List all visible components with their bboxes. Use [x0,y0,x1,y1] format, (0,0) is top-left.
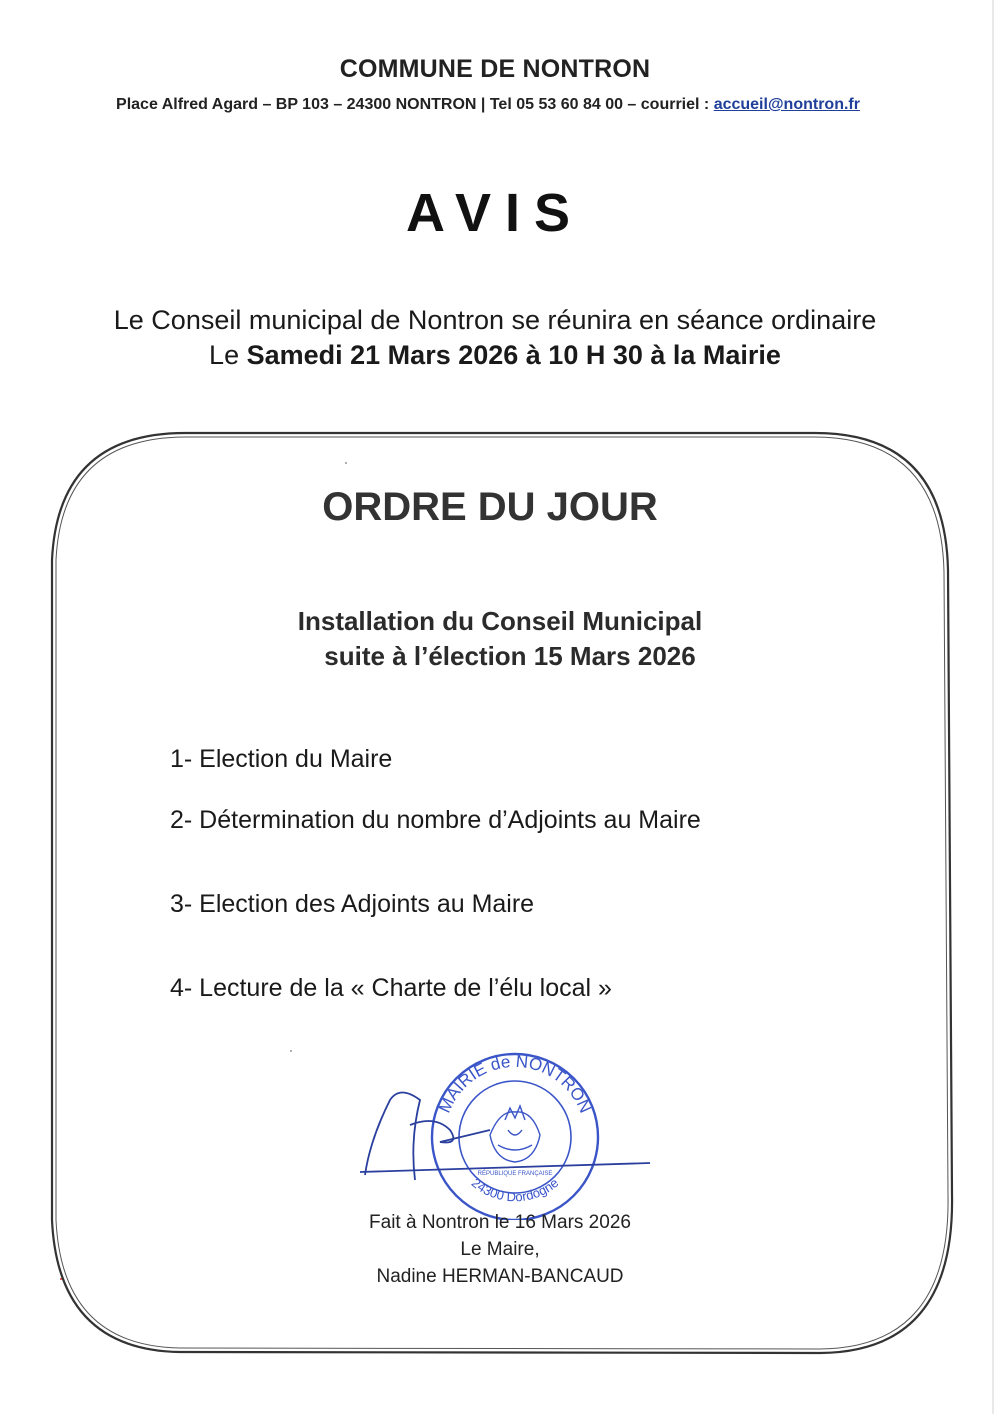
agenda-subtitle-line-1: Installation du Conseil Municipal [297,606,703,636]
marianne-figure-icon [490,1106,540,1162]
stamp-top-text-path: MAIRIE de NONTRON [434,1051,596,1116]
agenda-subtitle-line-2: suite à l’élection 15 Mars 2026 [324,641,696,671]
agenda-item: 1- Election du Maire [170,745,393,773]
avis-title: AVIS [405,183,585,243]
scan-speck [60,1278,62,1280]
signature-stroke [360,1093,650,1181]
agenda-item: 2- Détermination du nombre d’Adjoints au Maire [170,806,701,834]
scan-speck [290,1050,292,1052]
agenda-item: 3- Election des Adjoints au Maire [170,890,535,918]
agenda-item: 4- Lecture de la « Charte de l’élu local » [170,974,612,1002]
address-text: Place Alfred Agard – BP 103 – 24300 NONTRON | Tel 05 53 60 84 00 – courriel : [116,96,710,113]
announcement-line-1: Le Conseil municipal de Nontron se réunira en séance ordinaire [113,305,877,335]
stamp-top-text [435,1052,595,1116]
stamp-bottom-text [469,1175,561,1204]
signoff-place-date: Fait à Nontron le 16 Mars 2026 [369,1212,631,1233]
commune-title: COMMUNE DE NONTRON [339,55,651,83]
stamp-inner-text: RÉPUBLIQUE FRANÇAISE [477,1171,553,1177]
signoff-role: Le Maire, [460,1239,540,1260]
meeting-datetime: Samedi 21 Mars 2026 à 10 H 30 à la Mairie [246,340,781,370]
scan-speck [345,462,347,464]
mairie-stamp [340,1050,680,1220]
signoff-name: Nadine HERMAN-BANCAUD [376,1266,624,1287]
announcement-prefix: Le [209,340,240,370]
agenda-title: ORDRE DU JOUR [322,485,658,529]
email-link[interactable]: accueil@nontron.fr [713,96,860,113]
stamp-bottom-text-path: 24300 Dordogne [468,1175,562,1205]
